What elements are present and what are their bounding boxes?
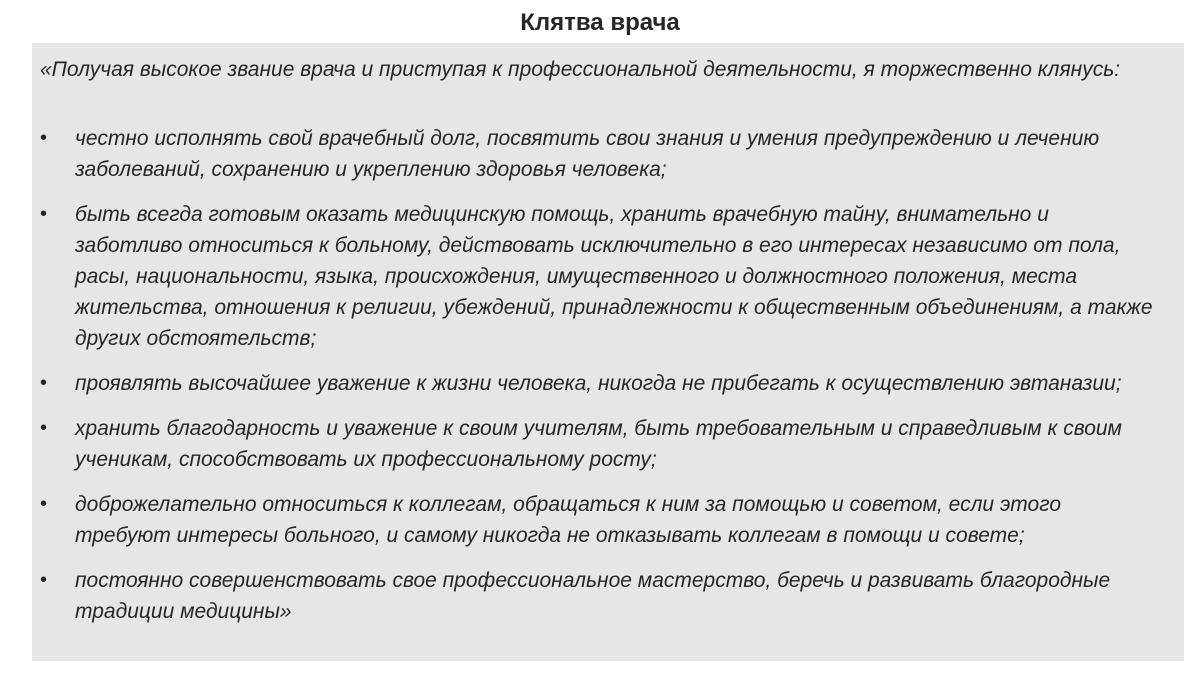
oath-list-item xyxy=(32,489,1155,551)
bullet-icon: • xyxy=(40,569,48,591)
oath-list xyxy=(32,123,1184,641)
oath-list-item xyxy=(32,123,1155,185)
oath-intro: «Получая высокое звание врача и приступая к профессиональной деятельности, я торжественно клянусь: xyxy=(40,58,1121,81)
oath-list-item xyxy=(32,413,1155,475)
oath-item-text: честно исполнять свой врачебный долг, посвятить свои знания и умения предупреждению и лечению заболеваний, сохранению и укреплению здоровья человека; xyxy=(75,127,1100,181)
oath-item-text: проявлять высочайшее уважение к жизни человека, никогда не прибегать к осуществлению эвтаназии; xyxy=(75,372,1122,395)
oath-item-text: хранить благодарность и уважение к своим учителям, быть требовательным и справедливым к своим ученикам, способствовать их профессиональному росту; xyxy=(75,417,1122,471)
oath-text-panel xyxy=(32,43,1184,661)
bullet-icon: • xyxy=(40,127,48,149)
oath-item-text: быть всегда готовым оказать медицинскую помощь, хранить врачебную тайну, внимательно и заботливо относиться к больному, действовать исключительно в его интересах независимо от пола, расы, национальности, языка, происхождения, имущественного и должностного положения, места жительства, отношения к религии, убеждений, принадлежности к общественным объединениям, а также других обстоятельств; xyxy=(75,203,1153,350)
bullet-icon: • xyxy=(40,417,48,439)
bullet-icon: • xyxy=(40,493,48,515)
oath-item-text: постоянно совершенствовать свое профессиональное мастерство, беречь и развивать благородные традиции медицины» xyxy=(75,569,1111,623)
bullet-icon: • xyxy=(40,203,48,225)
oath-list-item xyxy=(32,565,1155,627)
page-title: Клятва врача xyxy=(520,9,680,36)
oath-list-item xyxy=(32,199,1155,354)
oath-list-item xyxy=(32,368,1155,399)
bullet-icon: • xyxy=(40,372,48,394)
oath-item-text: доброжелательно относиться к коллегам, обращаться к ним за помощью и советом, если этого требуют интересы больного, и самому никогда не отказывать коллегам в помощи и совете; xyxy=(75,493,1062,547)
